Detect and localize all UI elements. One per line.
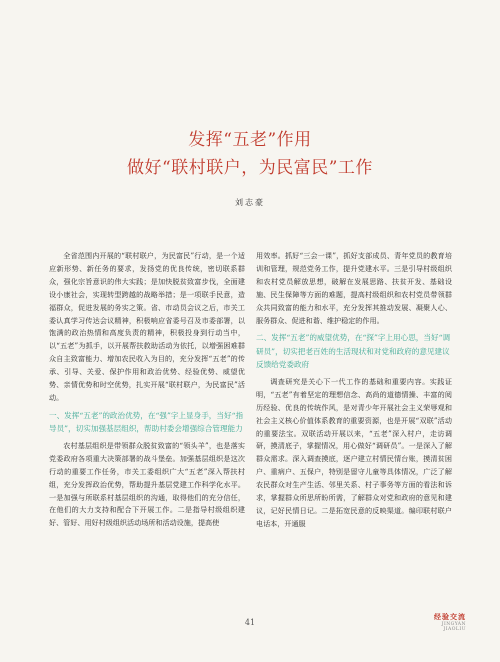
right-column xyxy=(256,250,452,531)
article-title xyxy=(0,126,500,182)
paragraph-intro: 全省范围内开展的“联村联户，为民富民”行动，是一个适应新形势、新任务的要求，发扬党的优良传统，密切联系群众，强化宗旨意识的伟大实践；是加快脱贫致富步伐，全面建设小康社会，实现转型跨越的战略举措；是一项联手民意，造福群众，促进发展的务实之策。省、市动员会议之后，市关工委认真学习传达会议精神，积极响应省委号召及市委部署，以饱满的政治热情和高度负责的精神，积极投身到行动当中，以“五老”为抓手，以开展帮扶救助活动为依托，以增强困难群众自主致富能力、增加农民收入为目的，充分发挥“五老”的传承、引导、关爱、保护作用和政治优势、经验优势、威望优势、亲情优势和时空优势，扎实开展“联村联户，为民富民”活动。 xyxy=(49,251,245,402)
title-line-1: 发挥“五老”作用 xyxy=(188,130,312,150)
paragraph-section-1: 农村基层组织是带领群众脱贫致富的“领头羊”，也是落实党委政府各项重大决策部署的战斗堡垒。加强基层组织是这次行动的重要工作任务，市关工委组织广大“五老”深入帮扶村组，充分发挥政治优势，帮助提升基层党建工作科学化水平。一是加强与所联系村基层组织的沟通，取得他们的充分信任，在他们的大力支持和配合下开展工作。二是指导村级组织建好、管好、用好村级组织活动场所和活动设施，提高使 xyxy=(49,440,245,528)
brand-name: 经验交流 xyxy=(434,612,466,621)
page-number: 41 xyxy=(244,618,256,627)
column-brand xyxy=(426,612,466,632)
paragraph-section-2: 调查研究是关心下一代工作的基础和重要内容。实践证明，“五老”有着坚定的理想信念、高尚的道德情操、丰富的阅历经验、优良的传统作风，是对青少年开展社会主义荣辱观和社会主义核心价值体系教育的重要资源，也是开展“双联”活动的重要法宝。双联活动开展以来，“五老”深入村户，走访调研，摸清底子，掌握情况，用心做好“调研员”。一是深入了解群众需求。深入调查摸底，逐户建立村情民情台账，摸清贫困户、重病户、五保户，特别是留守儿童等具体情况，广泛了解农民群众对生产生活、邻里关系、村子事务等方面的看法和诉求，掌握群众所思所盼所需，了解群众对党和政府的意见和建议，记好民情日记。二是拓宽民意的反映渠道。编印联村联户电话本，开通服 xyxy=(256,376,452,528)
author-name: 刘志豪 xyxy=(235,198,265,207)
brand-subtitle: JINGYAN JIAOLIU xyxy=(441,622,466,632)
title-line-2: 做好“联村联户，为民富民”工作 xyxy=(127,158,373,178)
section-heading-1: 一、发挥“五老”的政治优势，在“强”字上显身手，当好“指导员”，切实加强基层组织，帮助村委会增强综合管理能力 xyxy=(49,410,244,434)
left-column xyxy=(49,250,245,530)
paragraph-section-1-continued: 用效率。抓好“三会一课”，抓好支部成员、青年党员的教育培训和管理，规范党务工作，提升党建水平。三是引导村级组织和农村党员解放思想，破解在发展思路、扶贫开发、基础设施、民生保障等方面的难题，提高村级组织和农村党员带领群众共同致富的能力和水平，充分发挥其推动发展、凝聚人心、服务群众、促进和谐、维护稳定的作用。 xyxy=(256,251,452,325)
section-heading-2: 二、发挥“五老”的威望优势，在“探”字上用心思，当好“调研员”，切实把老百姓的生活现状和对党和政府的意见建议反馈给党委政府 xyxy=(256,333,451,370)
